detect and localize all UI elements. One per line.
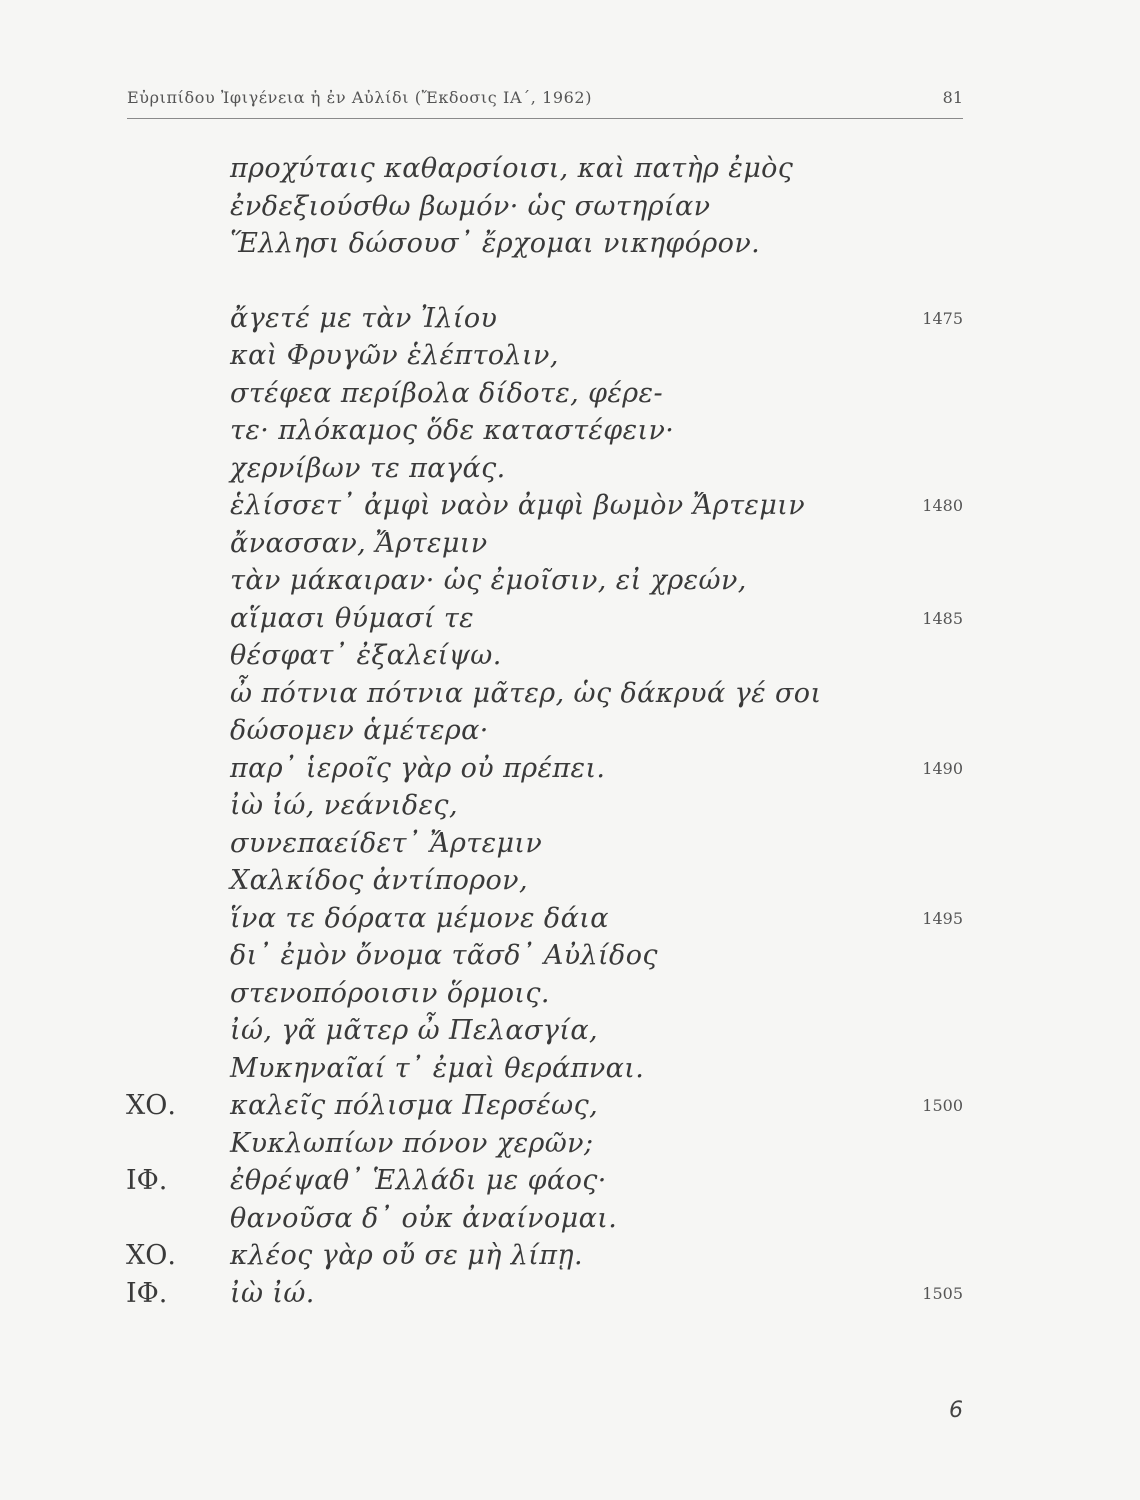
verse-line — [0, 1015, 1140, 1053]
speaker-label: ΧΟ. — [126, 1090, 176, 1121]
verse-text: τε· πλόκαμος ὅδε καταστέφειν· — [230, 415, 675, 446]
verse-text: Κυκλωπίων πόνον χερῶν; — [230, 1127, 594, 1159]
verse-text: ἰώ, γᾶ μᾶτερ ὦ Πελασγία, — [230, 1015, 598, 1046]
verse-text: Ἕλλησι δώσουσ᾽ ἔρχομαι νικηφόρον. — [230, 228, 761, 259]
verse-text: Χαλκίδος ἀντίπορον, — [230, 865, 528, 896]
verse-line — [0, 528, 1140, 566]
verse-text: στενοπόροισιν ὅρμοις. — [230, 977, 550, 1009]
verse-line — [0, 865, 1140, 903]
verse-text: κλέος γὰρ οὔ σε μὴ λίπῃ. — [230, 1240, 583, 1271]
verse-line — [0, 490, 1140, 528]
verse-line — [0, 790, 1140, 828]
verse-line — [0, 1053, 1140, 1091]
verse-text: ἐνδεξιούσθω βωμόν· ὡς σωτηρίαν — [230, 190, 711, 222]
verse-text: ἰὼ ἰώ, νεάνιδες, — [230, 790, 458, 821]
verse-line — [0, 753, 1140, 791]
verse-text: καλεῖς πόλισμα Περσέως, — [230, 1090, 599, 1121]
line-number: 1490 — [922, 758, 963, 778]
verse-text: συνεπαείδετ᾽ Ἄρτεμιν — [230, 827, 543, 859]
verse-text: Μυκηναῖαί τ᾽ ἐμαὶ θεράπναι. — [230, 1052, 645, 1084]
line-number: 1500 — [922, 1096, 963, 1115]
verse-line — [0, 603, 1140, 641]
verse-text: τὰν μάκαιραν· ὡς ἐμοῖσιν, εἰ χρεών, — [230, 565, 747, 596]
running-title: Εὐριπίδου Ἰφιγένεια ἡ ἐν Αὐλίδι (Ἔκδοσις ΙΑ΄, 1962) — [127, 88, 593, 107]
verse-line — [0, 678, 1140, 716]
verse-line — [0, 1128, 1140, 1166]
printer-signature-mark: 6 — [949, 1398, 963, 1423]
verse-line — [0, 340, 1140, 378]
verse-text: δι᾽ ἐμὸν ὄνομα τᾶσδ᾽ Αὐλίδος — [230, 940, 658, 971]
verse-text: ἐθρέψαθ᾽ Ἑλλάδι με φάος· — [230, 1165, 607, 1196]
verse-text: ἑλίσσετ᾽ ἀμφὶ ναὸν ἀμφὶ βωμὸν Ἄρτεμιν — [230, 490, 806, 521]
line-number: 1505 — [922, 1283, 963, 1303]
verse-text: χερνίβων τε παγάς. — [230, 452, 506, 484]
verse-line — [0, 903, 1140, 941]
speaker-label: ΙΦ. — [126, 1277, 168, 1309]
speaker-label: ΙΦ. — [126, 1165, 168, 1196]
verse-text: αἵμασι θύμασί τε — [230, 602, 475, 634]
verse-text: ὦ πότνια πότνια μᾶτερ, ὡς δάκρυά γέ σοι — [230, 677, 822, 709]
verse-line — [0, 565, 1140, 603]
verse-text: ἰὼ ἰώ. — [230, 1277, 315, 1309]
verse-text: παρ᾽ ἱεροῖς γὰρ οὐ πρέπει. — [230, 752, 606, 784]
verse-stanza-2 — [0, 303, 1140, 1316]
verse-line — [0, 1240, 1140, 1278]
page-number: 81 — [942, 88, 963, 107]
verse-line — [0, 640, 1140, 678]
verse-text: θανοῦσα δ᾽ οὐκ ἀναίνομαι. — [230, 1202, 618, 1234]
line-number: 1475 — [922, 308, 963, 328]
verse-line — [0, 228, 1140, 266]
verse-text: ἄνασσαν, Ἄρτεμιν — [230, 527, 488, 559]
verse-line — [0, 1090, 1140, 1128]
verse-line — [0, 1165, 1140, 1203]
line-number: 1485 — [922, 608, 963, 628]
verse-line — [0, 940, 1140, 978]
verse-block — [0, 153, 1140, 1315]
stanza-gap — [0, 266, 1140, 303]
verse-line — [0, 415, 1140, 453]
verse-stanza-1 — [0, 153, 1140, 266]
verse-text: καὶ Φρυγῶν ἑλέπτολιν, — [230, 340, 559, 371]
line-number: 1495 — [922, 908, 963, 928]
verse-line — [0, 1203, 1140, 1241]
verse-text: στέφεα περίβολα δίδοτε, φέρε- — [230, 377, 663, 409]
verse-text: δώσομεν ἁμέτερα· — [230, 715, 489, 746]
verse-line — [0, 978, 1140, 1016]
verse-line — [0, 828, 1140, 866]
verse-text: ἵνα τε δόρατα μέμονε δάια — [230, 902, 609, 934]
line-number: 1480 — [922, 496, 963, 515]
running-head — [127, 88, 963, 119]
verse-line — [0, 378, 1140, 416]
verse-text: ἄγετέ με τὰν Ἰλίου — [230, 302, 498, 334]
speaker-label: ΧΟ. — [126, 1240, 176, 1271]
verse-text: θέσφατ᾽ ἐξαλείψω. — [230, 640, 502, 671]
verse-line — [0, 303, 1140, 341]
verse-line — [0, 191, 1140, 229]
verse-line — [0, 153, 1140, 191]
verse-text: προχύταις καθαρσίοισι, καὶ πατὴρ ἐμὸς — [230, 153, 794, 184]
verse-line — [0, 453, 1140, 491]
verse-line — [0, 715, 1140, 753]
verse-line — [0, 1278, 1140, 1316]
